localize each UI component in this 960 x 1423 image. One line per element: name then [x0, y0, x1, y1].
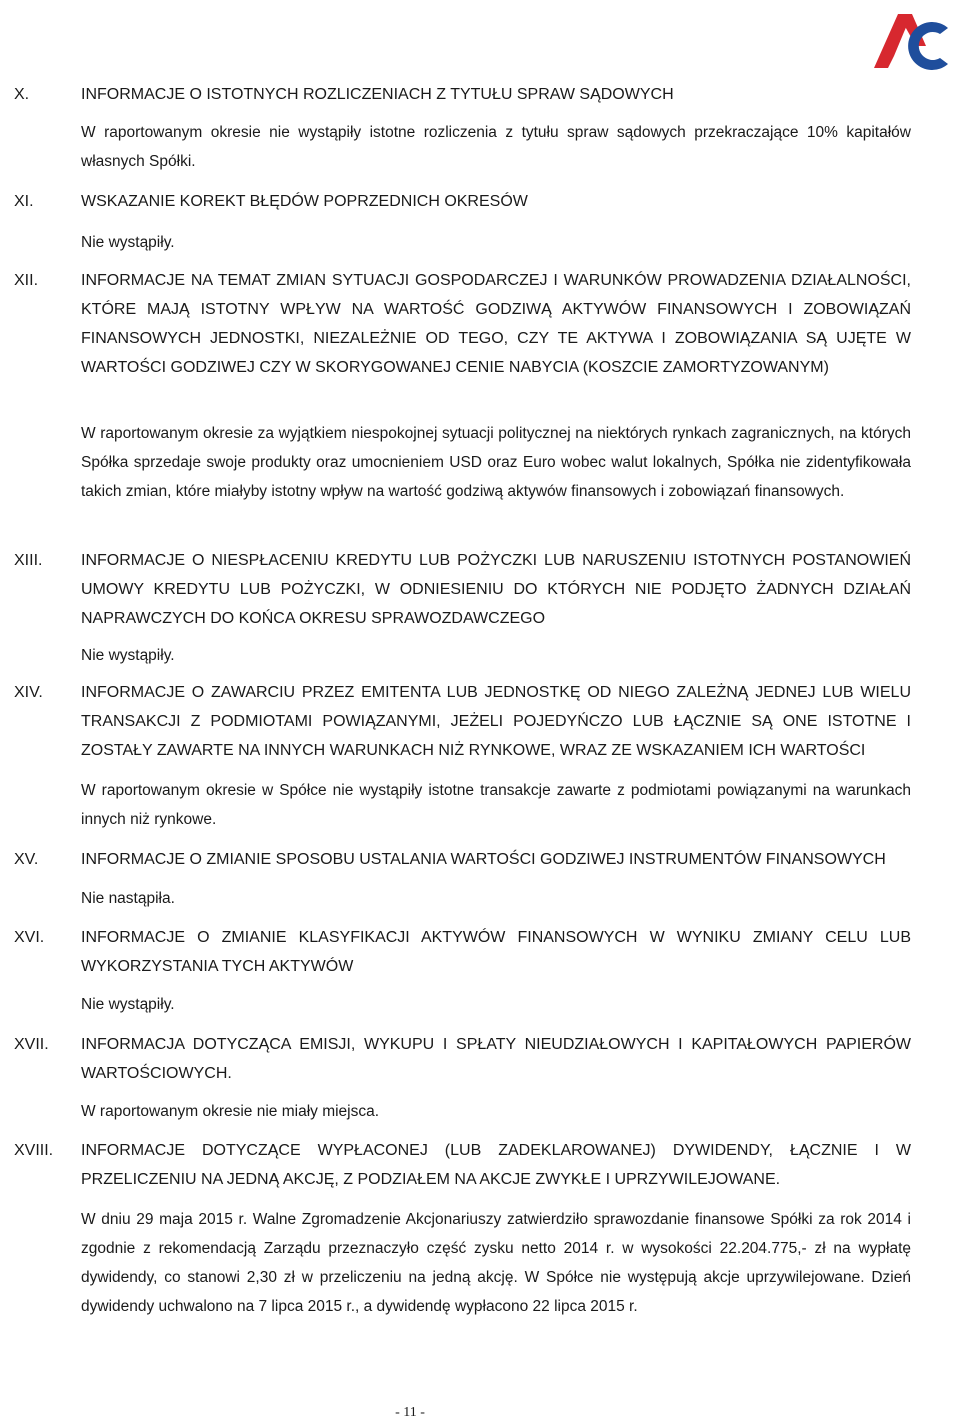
- section-number: X.: [14, 86, 30, 103]
- section-body: W dniu 29 maja 2015 r. Walne Zgromadzenie Akcjonariuszy zatwierdziło sprawozdanie finansowe Spółki za rok 2014 i zgodnie z rekomendacją Zarządu przeznaczyło część zysku netto 2014 r. w wysokości 22.204.775,- zł na wypłatę dywidendy, co stanowi 2,30 zł w przeliczeniu na jedną akcję. W Spółce nie występują akcje uprzywilejowane. Dzień dywidendy uchwalono na 7 lipca 2015 r., a dywidendę wypłacono 22 lipca 2015 r.: [81, 1211, 911, 1315]
- section-body: Nie wystąpiły.: [81, 647, 175, 664]
- section-heading: INFORMACJE O ZAWARCIU PRZEZ EMITENTA LUB JEDNOSTKĘ OD NIEGO ZALEŻNĄ JEDNEJ LUB WIELU TRANSAKCJI Z PODMIOTAMI POWIĄZANYMI, JEŻELI POJEDYŃCZO LUB ŁĄCZNIE SĄ ONE ISTOTNE I ZOSTAŁY ZAWARTE NA INNYCH WARUNKACH NIŻ RYNKOWE, WRAZ ZE WSKAZANIEM ICH WARTOŚCI: [81, 684, 911, 759]
- section-body: Nie wystąpiły.: [81, 234, 175, 251]
- section-heading: INFORMACJE O ZMIANIE SPOSOBU USTALANIA WARTOŚCI GODZIWEJ INSTRUMENTÓW FINANSOWYCH: [81, 851, 886, 868]
- section-body: W raportowanym okresie w Spółce nie wystąpiły istotne transakcje zawarte z podmiotami powiązanymi na warunkach innych niż rynkowe.: [81, 782, 911, 828]
- section-number: XVI.: [14, 929, 45, 946]
- section-number: XVIII.: [14, 1142, 54, 1159]
- section-heading: INFORMACJE O ZMIANIE KLASYFIKACJI AKTYWÓW FINANSOWYCH W WYNIKU ZMIANY CELU LUB WYKORZYSTANIA TYCH AKTYWÓW: [81, 929, 911, 975]
- section-number: XIV.: [14, 684, 43, 701]
- section-heading: INFORMACJE NA TEMAT ZMIAN SYTUACJI GOSPODARCZEJ I WARUNKÓW PROWADZENIA DZIAŁALNOŚCI, KTÓRE MAJĄ ISTOTNY WPŁYW NA WARTOŚĆ GODZIWĄ AKTYWÓW FINANSOWYCH I ZOBOWIĄZAŃ FINANSOWYCH JEDNOSTKI, NIEZALEŻNIE OD TEGO, CZY TE AKTYWA I ZOBOWIĄZANIA SĄ UJĘTE W WARTOŚCI GODZIWEJ CZY W SKORYGOWANEJ CENIE NABYCIA (KOSZCIE ZAMORTYZOWANYM): [81, 272, 911, 376]
- section-body: W raportowanym okresie nie wystąpiły istotne rozliczenia z tytułu spraw sądowych przekraczające 10% kapitałów własnych Spółki.: [81, 124, 911, 170]
- section-heading: INFORMACJE O NIESPŁACENIU KREDYTU LUB POŻYCZKI LUB NARUSZENIU ISTOTNYCH POSTANOWIEŃ UMOWY KREDYTU LUB POŻYCZKI, W ODNIESIENIU DO KTÓRYCH NIE PODJĘTO ŻADNYCH DZIAŁAŃ NAPRAWCZYCH DO KOŃCA OKRESU SPRAWOZDAWCZEGO: [81, 552, 911, 627]
- section-body: Nie nastąpiła.: [81, 890, 175, 907]
- section-number: XIII.: [14, 552, 43, 569]
- section-number: XI.: [14, 193, 34, 210]
- section-body: W raportowanym okresie za wyjątkiem niespokojnej sytuacji politycznej na niektórych rynkach zagranicznych, na których Spółka sprzedaje swoje produkty oraz umocnieniem USD oraz Euro wobec walut lokalnych, Spółka nie zidentyfikowała takich zmian, które miałyby istotny wpływ na wartość godziwą aktywów finansowych i zobowiązań finansowych.: [81, 425, 911, 500]
- section-number: XII.: [14, 272, 39, 289]
- section-body: Nie wystąpiły.: [81, 996, 175, 1013]
- section-heading: INFORMACJE O ISTOTNYCH ROZLICZENIACH Z TYTUŁU SPRAW SĄDOWYCH: [81, 86, 674, 103]
- company-logo: [868, 6, 956, 76]
- section-heading: INFORMACJA DOTYCZĄCA EMISJI, WYKUPU I SPŁATY NIEUDZIAŁOWYCH I KAPITAŁOWYCH PAPIERÓW WARTOŚCIOWYCH.: [81, 1036, 911, 1082]
- section-heading: INFORMACJE DOTYCZĄCE WYPŁACONEJ (LUB ZADEKLAROWANEJ) DYWIDENDY, ŁĄCZNIE I W PRZELICZENIU NA JEDNĄ AKCJĘ, Z PODZIAŁEM NA AKCJE ZWYKŁE I UPRZYWILEJOWANE.: [81, 1142, 911, 1188]
- section-body: W raportowanym okresie nie miały miejsca.: [81, 1103, 380, 1120]
- page-number: - 11 -: [395, 1405, 425, 1420]
- section-number: XV.: [14, 851, 39, 868]
- section-number: XVII.: [14, 1036, 49, 1053]
- company-logo-ac-icon: [868, 6, 956, 76]
- section-heading: WSKAZANIE KOREKT BŁĘDÓW POPRZEDNICH OKRESÓW: [81, 193, 528, 210]
